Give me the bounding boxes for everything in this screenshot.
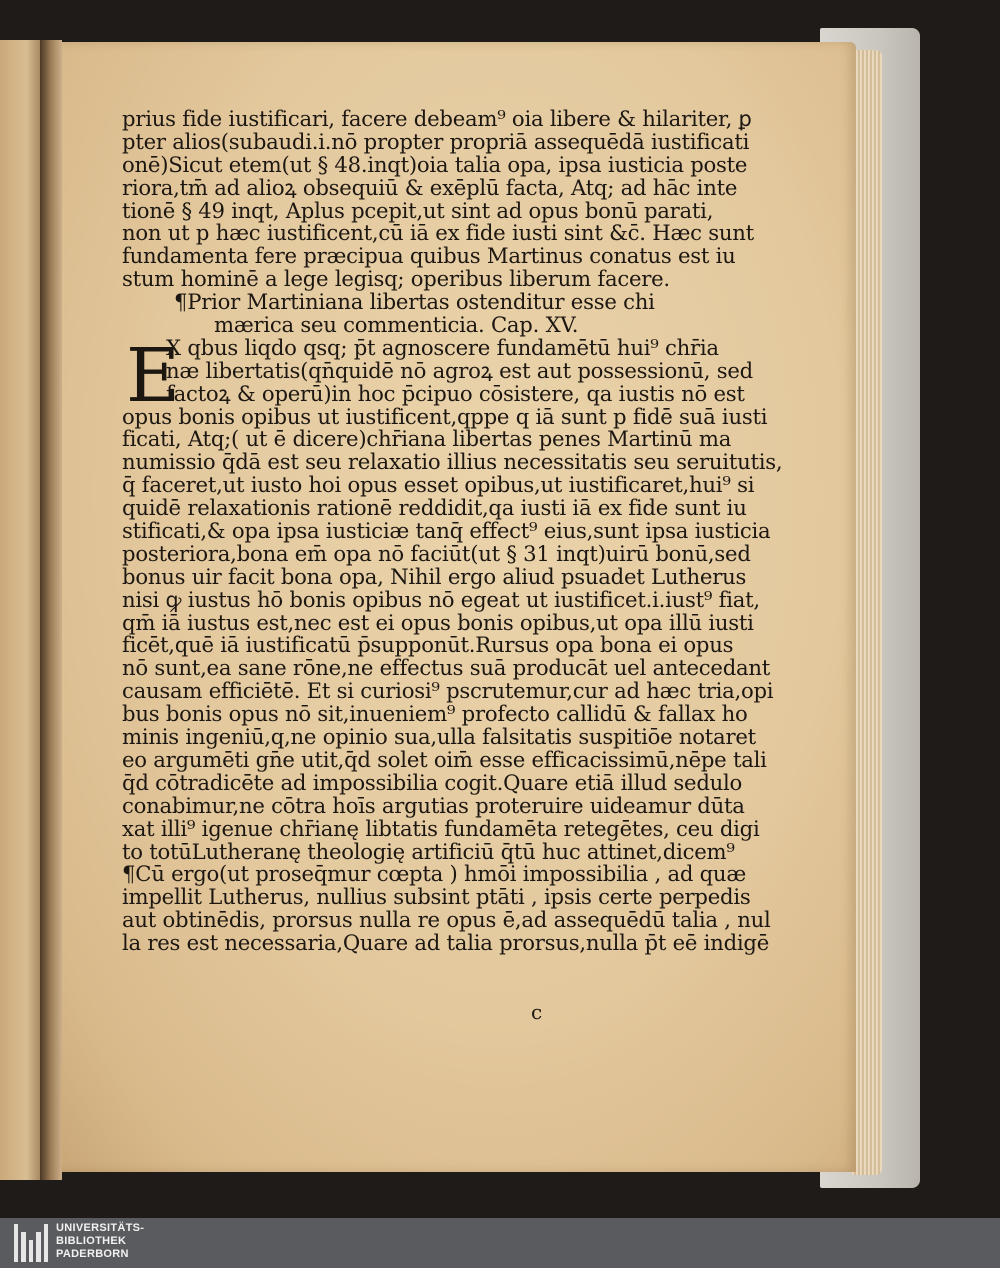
signature-mark: c — [531, 1000, 543, 1024]
text-line: to totūLutheranę theologię artificiū q̄tū huc attinet,dicem⁹ — [122, 838, 735, 864]
library-name-line: BIBLIOTHEK — [56, 1235, 127, 1247]
text-line: bus bonis opus nō sit,inueniem⁹ profecto callidū & fallax ho — [122, 701, 748, 727]
text-line: prius fide iustificari, facere debeam⁹ oia libere & hilariter, ꝑ — [122, 106, 752, 131]
text-line: X qbus liqdo qsq; p̄t agnoscere fundamētū hui⁹ chr̄ia — [166, 334, 719, 360]
text-line: quidē relaxationis rationē reddidit,qa iusti iā ex fide sunt iu — [122, 495, 747, 521]
text-line: q̄d cōtradicēte ad impossibilia cogit.Quare etiā illud sedulo — [122, 769, 743, 795]
text-line: riora,tm̄ ad alioꝝ obsequiū & exēplū facta, Atq; ad hāc inte — [122, 174, 738, 200]
chapter-heading — [122, 291, 662, 337]
text-block-top — [122, 106, 754, 292]
text-line: fundamenta fere præcipua quibus Martinus conatus est iu — [122, 243, 736, 269]
page-edges — [852, 50, 882, 1175]
text-line: tionē § 49 inqt, Aplus pcepit,ut sint ad opus bonū parati, — [122, 197, 714, 223]
text-line: bonus uir facit bona opa, Nihil ergo aliud psuadet Lutherus — [122, 563, 747, 589]
library-name-line: UNIVERSITÄTS- — [56, 1222, 145, 1234]
text-line: nō sunt,ea sane rōne,ne effectus suā producāt uel antecedant — [122, 655, 771, 681]
text-line: impellit Lutherus, nullius subsint ptāti , ipsis certe perpedis — [122, 884, 751, 910]
heading-line: mærica seu commenticia. Cap. XV. — [214, 312, 579, 338]
heading-line: ¶Prior Martiniana libertas ostenditur esse chi — [174, 289, 655, 315]
drop-cap: E — [126, 332, 180, 419]
library-name-line: PADERBORN — [56, 1248, 129, 1260]
library-footer — [0, 1218, 1000, 1268]
text-line: ficati, Atq;( ut ē dicere)chr̄iana libertas penes Martinū ma — [122, 426, 732, 452]
text-line: non ut p hæc iustificent,cū iā ex fide iusti sint &c̄. Hæc sunt — [122, 220, 754, 246]
text-line: ficēt,quē iā iustificatū p̄supponūt.Rursus opa bona ei opus — [122, 632, 734, 658]
text-line: conabimur,ne cōtra hoīs argutias proteruire uideamur dūta — [122, 792, 745, 818]
text-line: q̄ faceret,ut iusto hoi opus esset opibus,ut iustificaret,hui⁹ si — [122, 472, 755, 498]
book-gutter — [40, 40, 62, 1180]
text-line: aut obtinēdis, prorsus nulla re opus ē,ad assequēdū talia , nul — [122, 907, 771, 933]
text-line: næ libertatis(qn̄quidē nō agroꝝ est aut possessionū, sed — [166, 357, 753, 383]
library-logo-icon — [14, 1224, 48, 1262]
text-line: nisi ꝙ iustus hō bonis opibus nō egeat ut iustificet.i.iust⁹ fiat, — [122, 586, 760, 612]
text-line: qm̄ iā iustus est,nec est ei opus bonis opibus,ut opa illū iusti — [122, 609, 754, 635]
text-line: causam efficiētē. Et si curiosi⁹ pscrutemur,cur ad hæc tria,opi — [122, 678, 774, 704]
text-line: eo argumēti gn̄e utit,q̄d solet oim̄ esse efficacissimū,nēpe tali — [122, 746, 767, 772]
chapter-paragraph — [122, 332, 783, 956]
text-line: pter alios(subaudi.i.nō propter propriā assequēdā iustificati — [122, 128, 750, 154]
text-line: minis ingeniū,q,ne opinio sua,ulla falsitatis suspitiōe notaret — [122, 724, 756, 750]
text-line: ¶Cū ergo(ut proseq̄mur cœpta ) hmōi impossibilia , ad quæ — [122, 861, 746, 887]
text-line: stum hominē a lege legisq; operibus liberum facere. — [122, 266, 670, 292]
text-line: stificati,& opa ipsa iusticiæ tanq̄ effect⁹ eius,sunt ipsa iusticia — [122, 518, 771, 544]
page-text — [122, 106, 783, 956]
text-line: onē)Sicut etem(ut § 48.inqt)oia talia opa, ipsa iusticia poste — [122, 151, 748, 177]
text-line: opus bonis opibus ut iustificent,qppe q iā sunt p fidē suā iusti — [122, 403, 768, 429]
library-name — [56, 1222, 144, 1261]
text-line: posteriora,bona em̄ opa nō faciūt(ut § 31 inqt)uirū bonū,sed — [122, 540, 751, 566]
text-line: numissio q̄dā est seu relaxatio illius necessitatis seu seruitutis, — [122, 449, 783, 475]
text-line: factoꝝ & operū)in hoc p̄cipuo cōsistere, qa iustis nō est — [166, 380, 745, 406]
text-line: xat illi⁹ igenue chr̄ianę libtatis fundamēta retegētes, ceu digi — [122, 815, 760, 841]
text-line: la res est necessaria,Quare ad talia prorsus,nulla p̄t eē indigē — [122, 930, 770, 956]
